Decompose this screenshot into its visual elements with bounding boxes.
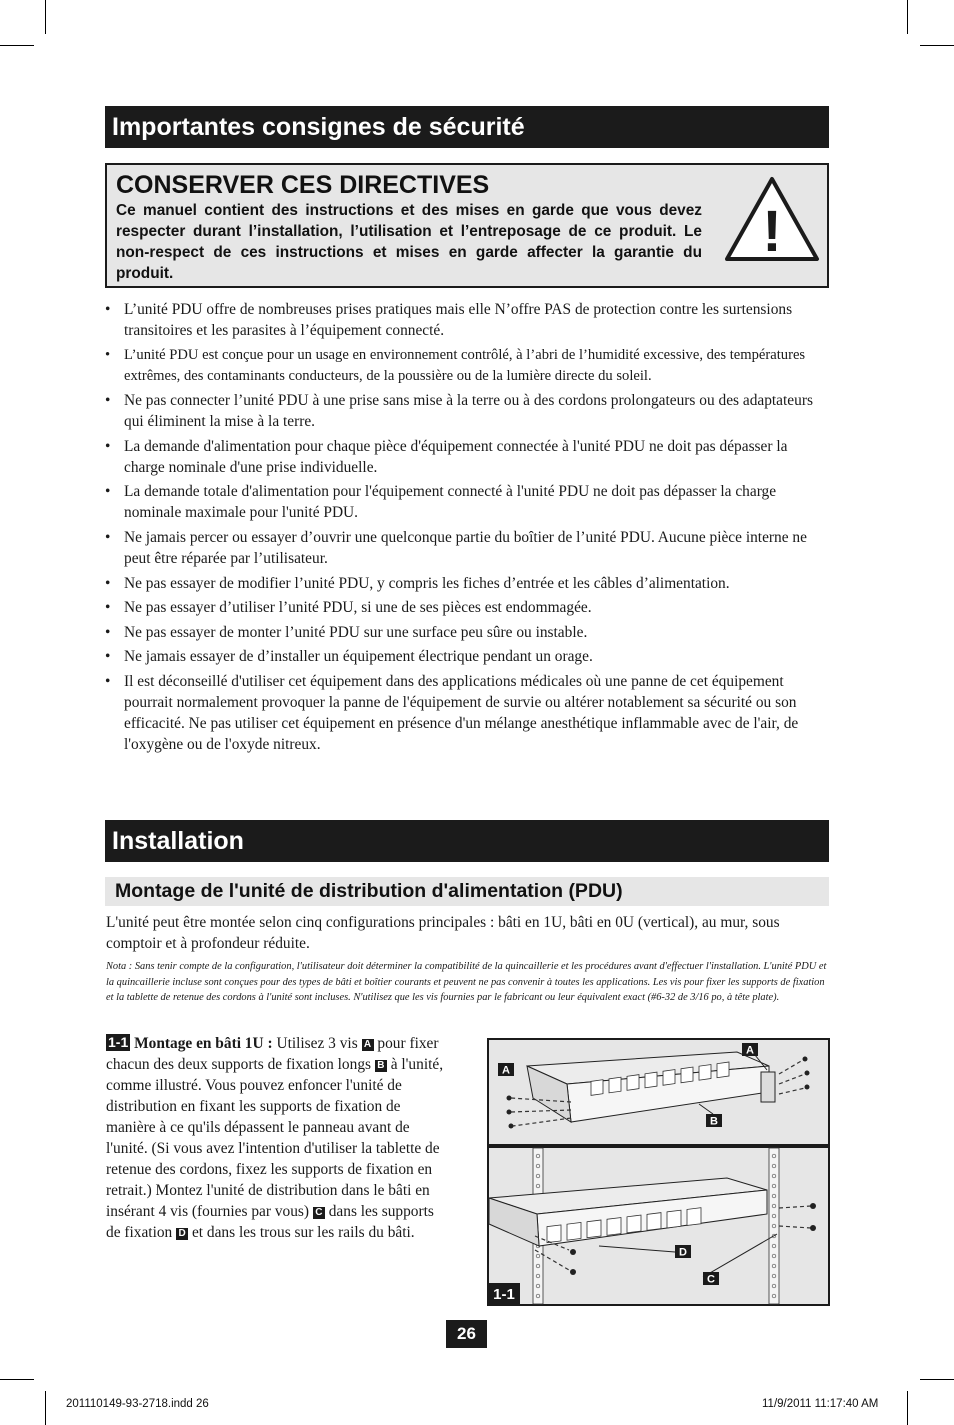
crop-mark [920, 45, 954, 46]
crop-mark [45, 1391, 46, 1425]
step-text: et dans les trous sur les rails du bâti. [188, 1224, 415, 1241]
letter-a: A [362, 1039, 374, 1051]
mounting-subheading: Montage de l'unité de distribution d'alimentation (PDU) [105, 877, 829, 906]
letter-d: D [176, 1228, 188, 1240]
crop-mark [907, 1391, 908, 1425]
installation-intro: L'unité peut être montée selon cinq configurations principales : bâti en 1U, bâti en 0U (vertical), au mur, sous comptoir et à profondeur réduite. [106, 914, 780, 952]
step-text: à l'unité, comme illustré. Vous pouvez enfoncer l'unité de distribution en fixant les supports de fixation de manière à ce qu'ils dépassent le panneau avant de l'unité. (Si vous avez l'intention d'utiliser la tablette de retenue des cordons, fixez les supports de fixation en retrait.) Montez l'unité de distribution dans le bâti en insérant 4 vis (fournies par vous) [106, 1056, 444, 1220]
crop-mark [0, 1379, 34, 1380]
label-c: C [707, 1273, 715, 1286]
list-item: • Ne pas essayer d’utiliser l’unité PDU, si une de ses pièces est endommagée. [105, 597, 829, 618]
warning-symbol: ! [762, 199, 782, 263]
step-1-1-text [106, 1033, 451, 1243]
crop-mark [907, 0, 908, 34]
crop-mark [45, 0, 46, 34]
letter-c: C [313, 1207, 325, 1219]
list-item: • La demande d'alimentation pour chaque pièce d'équipement connectée à l'unité PDU ne doit pas dépasser la charge nominale d'une prise individuelle. [105, 436, 829, 478]
installation-heading: Installation [105, 820, 829, 862]
label-d: D [679, 1246, 687, 1259]
rack-mount-figure [487, 1038, 830, 1306]
step-tag: 1-1 [108, 1034, 129, 1050]
list-item: • La demande totale d'alimentation pour l'équipement connecté à l'unité PDU ne doit pas dépasser la charge nominale maximale pour l'unité PDU. [105, 481, 829, 523]
step-title: Montage en bâti 1U : [134, 1035, 273, 1052]
warning-box [105, 163, 829, 288]
list-item: • Ne pas essayer de monter l’unité PDU sur une surface peu sûre ou instable. [105, 622, 829, 643]
label-b: B [710, 1115, 718, 1128]
letter-b: B [375, 1060, 387, 1072]
safety-heading: Importantes consignes de sécurité [105, 106, 829, 148]
footer-file: 201110149-93-2718.indd 26 [66, 1398, 209, 1410]
step-text: dans les supports de fixation [106, 1203, 434, 1241]
crop-mark [0, 45, 34, 46]
list-item: • Ne jamais essayer de d’installer un équipement électrique pendant un orage. [105, 646, 829, 667]
warning-triangle-icon [723, 175, 821, 263]
list-item: • Ne jamais percer ou essayer d’ouvrir une quelconque partie du boîtier de l’unité PDU. Aucune pièce interne ne peut être réparée par l’utilisateur. [105, 527, 829, 569]
safety-list [105, 299, 829, 759]
crop-mark [920, 1379, 954, 1380]
list-item: • L’unité PDU offre de nombreuses prises pratiques mais elle N’offre PAS de protection contre les surtensions transitoires et les parasites à l’équipement connecté. [105, 299, 829, 341]
warning-title: CONSERVER CES DIRECTIVES [116, 171, 490, 199]
bracket-right [761, 1072, 775, 1102]
warning-text: Ce manuel contient des instructions et des mises en garde que vous devez respecter durant l’installation, l’utilisation et l’entreposage de ce produit. Le non-respect de ces instructions et mises en garde affecter la garantie du produit. [116, 202, 702, 282]
step-text: Utilisez 3 vis [272, 1035, 362, 1052]
page-number: 26 [446, 1320, 487, 1348]
step-text: pour fixer chacun des deux supports de fixation longs [106, 1035, 439, 1073]
label-a: A [502, 1064, 510, 1077]
list-item: • L’unité PDU est conçue pour un usage en environnement contrôlé, à l’abri de l’humidité excessive, des températures extrêmes, des contaminants conducteurs, de la poussière ou de la lumière directe du soleil. [105, 345, 829, 387]
figure-caption: 1-1 [493, 1286, 515, 1303]
list-item: • Il est déconseillé d'utiliser cet équipement dans des applications médicales où une panne de cet équipement pourrait normalement provoquer la panne de l'équipement de survie ou altérer notablement sa sécurité ou son efficacité. Ne pas utiliser cet équipement en présence d'un mélange anesthétique inflammable avec de l'air, de l'oxygène ou de l'oxyde nitreux. [105, 671, 829, 755]
list-item: • Ne pas connecter l’unité PDU à une prise sans mise à la terre ou à des cordons prolongateurs ou des adaptateurs qui éliminent la mise à la terre. [105, 390, 829, 432]
footer-datetime: 11/9/2011 11:17:40 AM [762, 1398, 879, 1410]
label-a: A [746, 1044, 754, 1057]
rack-rail-right [769, 1148, 779, 1304]
installation-note: Nota : Sans tenir compte de la configuration, l'utilisateur doit déterminer la compatibilité de la quincaillerie et les procédures avant d'effectuer l'installation. L'unité PDU et la quincaillerie incluse sont conçues pour des types de bâti et boîtier courants et peuvent ne pas convenir à toutes les applications. Les vis pour fixer les supports de fixation et la tablette de retenue des cordons à l'unité sont incluses. N'utilisez que les vis fournies par le fabricant ou leur équivalent exact (#6-32 de 3/16 po, à tête plate). [106, 961, 827, 1003]
list-item: • Ne pas essayer de modifier l’unité PDU, y compris les fiches d’entrée et les câbles d’alimentation. [105, 573, 829, 594]
